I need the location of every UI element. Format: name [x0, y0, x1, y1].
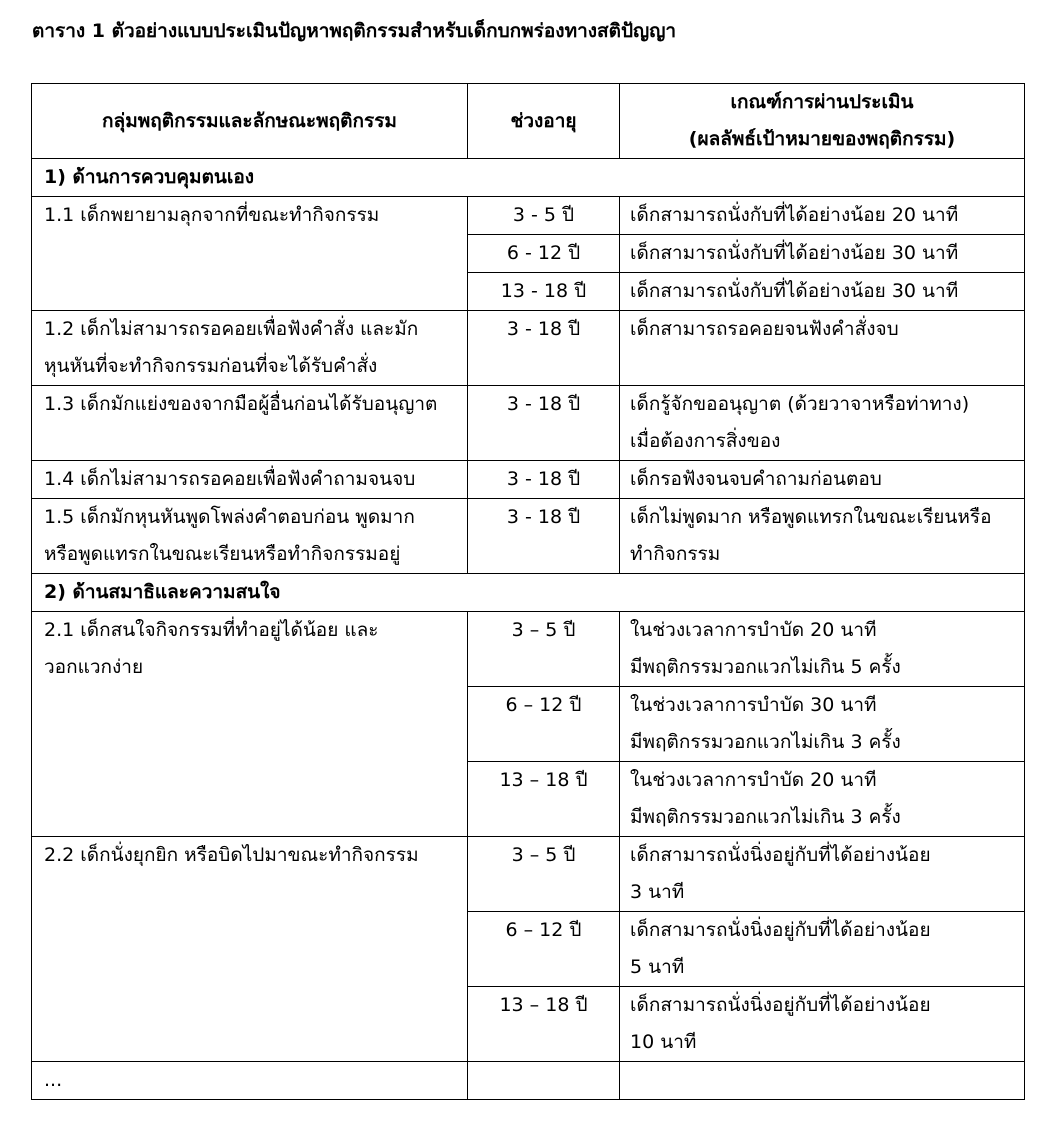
behavior-text: 1.4 เด็กไม่สามารถรอคอยเพื่อฟังคำถามจนจบ	[44, 468, 416, 490]
criteria-cell	[620, 273, 1025, 311]
criteria-cell	[620, 612, 1025, 687]
age-cell: 6 – 12 ปี	[468, 912, 620, 987]
behavior-cell	[32, 197, 468, 311]
criteria-text: เด็กสามารถนั่งกับที่ได้อย่างน้อย 20 นาที	[630, 204, 959, 226]
criteria-text: ทำกิจกรรม	[630, 543, 721, 565]
age-cell: 6 – 12 ปี	[468, 687, 620, 762]
behavior-text: 1.2 เด็กไม่สามารถรอคอยเพื่อฟังคำสั่ง และมัก	[44, 318, 419, 340]
criteria-text: เด็กสามารถนั่งกับที่ได้อย่างน้อย 30 นาที	[630, 242, 959, 264]
criteria-cell	[620, 762, 1025, 837]
age-cell: 3 - 18 ปี	[468, 311, 620, 386]
behavior-cell	[32, 612, 468, 837]
age-cell: 3 - 18 ปี	[468, 386, 620, 461]
behavior-cell	[32, 461, 468, 499]
age-cell: 3 – 5 ปี	[468, 612, 620, 687]
criteria-text: ในช่วงเวลาการบำบัด 20 นาที	[630, 769, 877, 791]
table-header-row	[32, 84, 1025, 159]
criteria-text: เด็กไม่พูดมาก หรือพูดแทรกในขณะเรียนหรือ	[630, 506, 992, 528]
criteria-text: มีพฤติกรรมวอกแวกไม่เกิน 5 ครั้ง	[630, 656, 901, 678]
header-group: กลุ่มพฤติกรรมและลักษณะพฤติกรรม	[32, 84, 468, 159]
ellipsis-cell: ...	[32, 1062, 468, 1100]
criteria-text: เด็กสามารถนั่งนิ่งอยู่กับที่ได้อย่างน้อย	[630, 919, 931, 941]
behavior-text: 1.5 เด็กมักหุนหันพูดโพล่งคำตอบก่อน พูดมาก	[44, 506, 415, 528]
age-cell: 3 - 5 ปี	[468, 197, 620, 235]
age-cell: 3 - 18 ปี	[468, 499, 620, 574]
header-criteria-line2: (ผลลัพธ์เป้าหมายของพฤติกรรม)	[688, 128, 956, 150]
table-row	[32, 499, 1025, 574]
age-cell: 13 - 18 ปี	[468, 273, 620, 311]
behavior-text: หรือพูดแทรกในขณะเรียนหรือทำกิจกรรมอยู่	[44, 543, 401, 565]
criteria-cell	[620, 386, 1025, 461]
behavior-text: หุนหันที่จะทำกิจกรรมก่อนที่จะได้รับคำสั่ง	[44, 355, 378, 377]
criteria-cell	[620, 837, 1025, 912]
criteria-text: มีพฤติกรรมวอกแวกไม่เกิน 3 ครั้ง	[630, 731, 901, 753]
behavior-cell	[32, 837, 468, 1062]
criteria-text: เด็กสามารถนั่งนิ่งอยู่กับที่ได้อย่างน้อย	[630, 844, 931, 866]
section-title: 2) ด้านสมาธิและความสนใจ	[32, 574, 1025, 612]
criteria-cell	[620, 987, 1025, 1062]
table-row	[32, 197, 1025, 235]
criteria-text: ในช่วงเวลาการบำบัด 30 นาที	[630, 694, 877, 716]
behavior-cell	[32, 386, 468, 461]
section-row	[32, 159, 1025, 197]
criteria-text: 5 นาที	[630, 956, 685, 978]
criteria-cell	[620, 912, 1025, 987]
table-row	[32, 612, 1025, 687]
header-criteria	[620, 84, 1025, 159]
age-cell: 6 - 12 ปี	[468, 235, 620, 273]
behavior-text: 1.1 เด็กพยายามลุกจากที่ขณะทำกิจกรรม	[44, 204, 380, 226]
behavior-text: 2.1 เด็กสนใจกิจกรรมที่ทำอยู่ได้น้อย และ	[44, 619, 379, 641]
criteria-text: เด็กสามารถนั่งนิ่งอยู่กับที่ได้อย่างน้อย	[630, 994, 931, 1016]
age-cell: 3 - 18 ปี	[468, 461, 620, 499]
criteria-cell	[620, 311, 1025, 386]
behavior-cell	[32, 311, 468, 386]
empty-cell	[468, 1062, 620, 1100]
criteria-text: 10 นาที	[630, 1031, 697, 1053]
table-row	[32, 837, 1025, 912]
behavior-text: วอกแวกง่าย	[44, 656, 144, 678]
section-row	[32, 574, 1025, 612]
table-row	[32, 461, 1025, 499]
criteria-text: มีพฤติกรรมวอกแวกไม่เกิน 3 ครั้ง	[630, 806, 901, 828]
section-title: 1) ด้านการควบคุมตนเอง	[32, 159, 1025, 197]
criteria-text: เด็กรู้จักขออนุญาต (ด้วยวาจาหรือท่าทาง)	[630, 393, 970, 415]
criteria-text: ในช่วงเวลาการบำบัด 20 นาที	[630, 619, 877, 641]
criteria-cell	[620, 235, 1025, 273]
table-caption: ตาราง 1 ตัวอย่างแบบประเมินปัญหาพฤติกรรมสำหรับเด็กบกพร่องทางสติปัญญา	[32, 20, 677, 42]
criteria-cell	[620, 499, 1025, 574]
age-cell: 3 – 5 ปี	[468, 837, 620, 912]
criteria-text: เด็กสามารถนั่งกับที่ได้อย่างน้อย 30 นาที	[630, 280, 959, 302]
table-row	[32, 311, 1025, 386]
criteria-text: 3 นาที	[630, 881, 685, 903]
criteria-text: เมื่อต้องการสิ่งของ	[630, 430, 781, 452]
assessment-table	[31, 83, 1025, 1100]
header-criteria-line1: เกณฑ์การผ่านประเมิน	[730, 91, 914, 113]
behavior-text: 1.3 เด็กมักแย่งของจากมือผู้อื่นก่อนได้รับอนุญาต	[44, 393, 438, 415]
empty-cell	[620, 1062, 1025, 1100]
criteria-text: เด็กสามารถรอคอยจนฟังคำสั่งจบ	[630, 318, 899, 340]
table-body	[32, 159, 1025, 1062]
table-row	[32, 386, 1025, 461]
table-row-ellipsis	[32, 1062, 1025, 1100]
behavior-cell	[32, 499, 468, 574]
behavior-text: 2.2 เด็กนั่งยุกยิก หรือบิดไปมาขณะทำกิจกรรม	[44, 844, 419, 866]
criteria-text: เด็กรอฟังจนจบคำถามก่อนตอบ	[630, 468, 882, 490]
criteria-cell	[620, 687, 1025, 762]
criteria-cell	[620, 197, 1025, 235]
age-cell: 13 – 18 ปี	[468, 987, 620, 1062]
age-cell: 13 – 18 ปี	[468, 762, 620, 837]
criteria-cell	[620, 461, 1025, 499]
header-age: ช่วงอายุ	[468, 84, 620, 159]
